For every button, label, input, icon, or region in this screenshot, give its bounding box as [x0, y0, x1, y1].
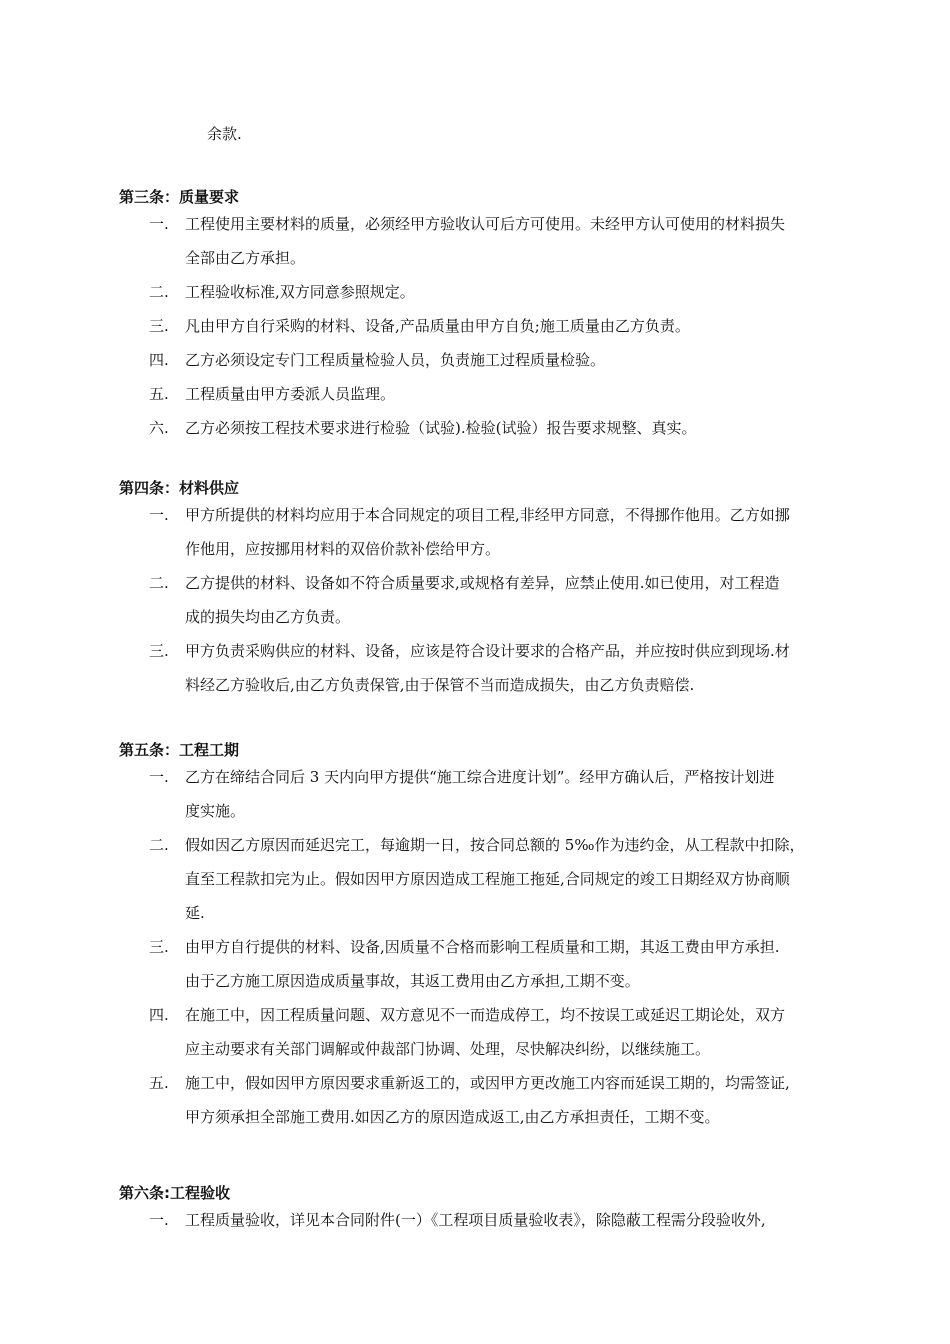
- item-line: 凡由甲方自行采购的材料、设备,产品质量由甲方自负;施工质量由乙方负责。: [185, 317, 690, 335]
- item-line: 甲方负责采购供应的材料、设备，应该是符合设计要求的合格产品，并应按时供应到现场.材: [185, 642, 790, 660]
- item-line: 甲方须承担全部施工费用.如因乙方的原因造成返工,由乙方承担责任，工期不变。: [185, 1108, 720, 1126]
- list-item: [119, 309, 879, 343]
- item-line: 直至工程款扣完为止。假如因甲方原因造成工程施工拖延,合同规定的竣工日期经双方协商顺: [185, 870, 790, 888]
- item-line: 由甲方自行提供的材料、设备,因质量不合格而影响工程质量和工期，其返工费由甲方承担.: [185, 938, 780, 956]
- item-number: 二.: [149, 574, 169, 592]
- item-line: 作他用，应按挪用材料的双倍价款补偿给甲方。: [185, 540, 501, 558]
- section-title: 第四条：材料供应: [119, 479, 240, 497]
- item-number: 一.: [149, 768, 169, 786]
- section-schedule: [119, 740, 879, 1134]
- item-line: 在施工中，因工程质量问题、双方意见不一而造成停工，均不按误工或延迟工期论处，双方: [185, 1006, 786, 1024]
- item-line: 由于乙方施工原因造成质量事故，其返工费用由乙方承担,工期不变。: [185, 972, 640, 990]
- item-number: 五.: [149, 1074, 169, 1092]
- item-number: 三.: [149, 642, 169, 660]
- item-line: 度实施。: [185, 802, 246, 820]
- item-number: 三.: [149, 938, 169, 956]
- list-item: [119, 566, 879, 634]
- item-line: 施工中，假如因甲方原因要求重新返工的，或因甲方更改施工内容而延误工期的，均需签证,: [185, 1074, 790, 1092]
- item-line: 成的损失均由乙方负责。: [185, 608, 351, 626]
- item-line: 工程验收标准,双方同意参照规定。: [185, 283, 415, 301]
- item-line: 乙方必须按工程技术要求进行检验（试验).检验(试验）报告要求规整、真实。: [185, 419, 697, 437]
- item-line: 料经乙方验收后,由乙方负责保管,由于保管不当而造成损失，由乙方负责赔偿.: [185, 676, 695, 694]
- item-number: 四.: [149, 1006, 169, 1024]
- section-title: 第六条:工程验收: [119, 1184, 230, 1202]
- item-number: 一.: [149, 1211, 169, 1229]
- section-title: 第五条：工程工期: [119, 741, 240, 759]
- item-line: 延.: [185, 904, 205, 922]
- item-number: 一.: [149, 506, 169, 524]
- list-item: [119, 1203, 879, 1237]
- item-line: 乙方必须设定专门工程质量检验人员，负责施工过程质量检验。: [185, 351, 606, 369]
- list-item: [119, 275, 879, 309]
- list-item: [119, 498, 879, 566]
- item-line: 乙方在缔结合同后 3 天内向甲方提供“施工综合进度计划”。经甲方确认后，严格按计划进: [185, 768, 775, 786]
- lead-text: 余款.: [207, 125, 242, 143]
- item-line: 假如因乙方原因而延迟完工，每逾期一日，按合同总额的 5‰作为违约金，从工程款中扣除，: [185, 836, 805, 854]
- item-number: 二.: [149, 283, 169, 301]
- item-number: 五.: [149, 385, 169, 403]
- item-line: 乙方提供的材料、设备如不符合质量要求,或规格有差异，应禁止使用.如已使用，对工程造: [185, 574, 780, 592]
- item-number: 六.: [149, 419, 169, 437]
- list-item: [119, 828, 879, 930]
- section-quality: [119, 187, 879, 445]
- list-item: [119, 207, 879, 275]
- item-number: 一.: [149, 215, 169, 233]
- item-line: 工程质量验收，详见本合同附件(一）《工程项目质量验收表》，除隐蔽工程需分段验收外,: [185, 1211, 766, 1229]
- list-item: [119, 377, 879, 411]
- item-line: 全部由乙方承担。: [185, 249, 306, 267]
- list-item: [119, 343, 879, 377]
- section-acceptance: [119, 1183, 879, 1237]
- item-line: 应主动要求有关部门调解或仲裁部门协调、处理，尽快解决纠纷，以继续施工。: [185, 1040, 711, 1058]
- item-line: 工程质量由甲方委派人员监理。: [185, 385, 396, 403]
- item-number: 四.: [149, 351, 169, 369]
- item-number: 三.: [149, 317, 169, 335]
- item-line: 工程使用主要材料的质量，必须经甲方验收认可后方可使用。未经甲方认可使用的材料损失: [185, 215, 786, 233]
- item-number: 二.: [149, 836, 169, 854]
- list-item: [119, 930, 879, 998]
- item-line: 甲方所提供的材料均应用于本合同规定的项目工程,非经甲方同意，不得挪作他用。乙方如挪: [185, 506, 790, 524]
- list-item: [119, 411, 879, 445]
- list-item: [119, 998, 879, 1066]
- section-materials: [119, 478, 879, 702]
- section-title: 第三条：质量要求: [119, 188, 240, 206]
- list-item: [119, 1066, 879, 1134]
- list-item: [119, 760, 879, 828]
- list-item: [119, 634, 879, 702]
